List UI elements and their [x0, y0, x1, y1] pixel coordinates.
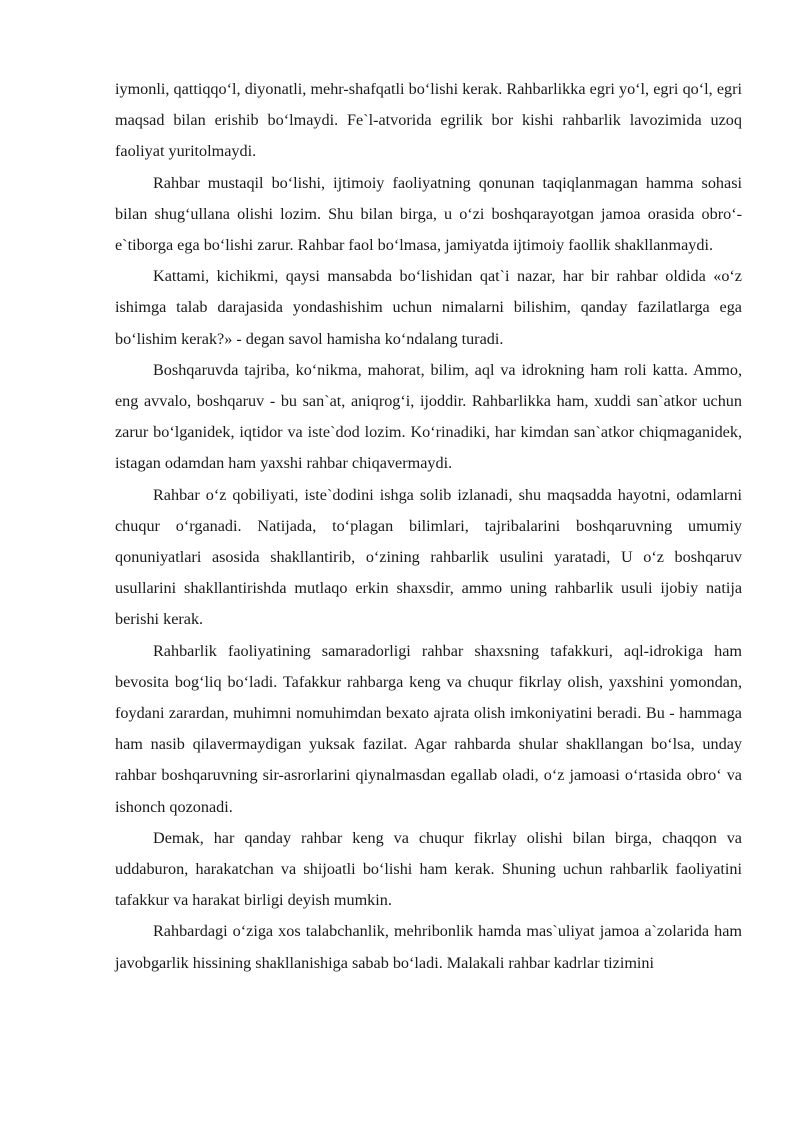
- paragraph: Rahbar o‘z qobiliyati, iste`dodini ishga solib izlanadi, shu maqsadda hayotni, odamlarni chuqur o‘rganadi. Natijada, to‘plagan bilimlari, tajribalarini boshqaruvning umumiy qonuniyatlari asosida shakllantirib, o‘zining rahbarlik usulini yaratadi, U o‘z boshqaruv usullarini shakllantirishda mutlaqo erkin shaxsdir, ammo uning rahbarlik usuli ijobiy natija berishi kerak.: [115, 485, 742, 629]
- paragraph: Rahbar mustaqil bo‘lishi, ijtimoiy faoliyatning qonunan taqiqlanmagan hamma sohasi bilan shug‘ullana olishi lozim. Shu bilan birga, u o‘zi boshqarayotgan jamoa orasida obro‘-e`tiborga ega bo‘lishi zarur. Rahbar faol bo‘lmasa, jamiyatda ijtimoiy faollik shakllanmaydi.: [115, 173, 742, 255]
- paragraph: Boshqaruvda tajriba, ko‘nikma, mahorat, bilim, aql va idrokning ham roli katta. Ammo, eng avvalo, boshqaruv - bu san`at, aniqrog‘i, ijoddir. Rahbarlikka ham, xuddi san`atkor uchun zarur bo‘lganidek, iqtidor va iste`dod lozim. Ko‘rinadiki, har kimdan san`atkor chiqmaganidek, istagan odamdan ham yaxshi rahbar chiqavermaydi.: [115, 360, 742, 473]
- paragraph-continues: Rahbardagi o‘ziga xos talabchanlik, mehribonlik hamda mas`uliyat jamoa a`zolarida ham javobgarlik hissining shakllanishiga sabab bo‘ladi. Malakali rahbar kadrlar tizimini: [115, 922, 742, 972]
- document-body: [115, 74, 742, 979]
- paragraph: Kattami, kichikmi, qaysi mansabda bo‘lishidan qat`i nazar, har bir rahbar oldida «o‘z ishimga talab darajasida yondashishim uchun nimalarni bilishim, qanday fazilatlarga ega bo‘lishim kerak?» - degan savol hamisha ko‘ndalang turadi.: [115, 267, 742, 348]
- paragraph: Rahbarlik faoliyatining samaradorligi rahbar shaxsning tafakkuri, aql-idrokiga ham bevosita bog‘liq bo‘ladi. Tafakkur rahbarga keng va chuqur fikrlay olish, yaxshini yomondan, foydani zarardan, muhimni nomuhimdan bexato ajrata olish imkoniyatini beradi. Bu - hammaga ham nasib qilavermaydigan yuksak fazilat. Agar rahbarda shular shakllangan bo‘lsa, unday rahbar boshqaruvning sir-asrorlarini qiynalmasdan egallab oladi, o‘z jamoasi o‘rtasida obro‘ va ishonch qozonadi.: [115, 641, 742, 816]
- paragraph-continued: iymonli, qattiqqo‘l, diyonatli, mehr-shafqatli bo‘lishi kerak. Rahbarlikka egri yo‘l, egri qo‘l, egri maqsad bilan erishib bo‘lmaydi. Fe`l-atvorida egrilik bor kishi rahbarlik lavozimida uzoq faoliyat yuritolmaydi.: [115, 80, 742, 161]
- paragraph: Demak, har qanday rahbar keng va chuqur fikrlay olishi bilan birga, chaqqon va uddaburon, harakatchan va shijoatli bo‘lishi ham kerak. Shuning uchun rahbarlik faoliyatini tafakkur va harakat birligi deyish mumkin.: [115, 828, 742, 910]
